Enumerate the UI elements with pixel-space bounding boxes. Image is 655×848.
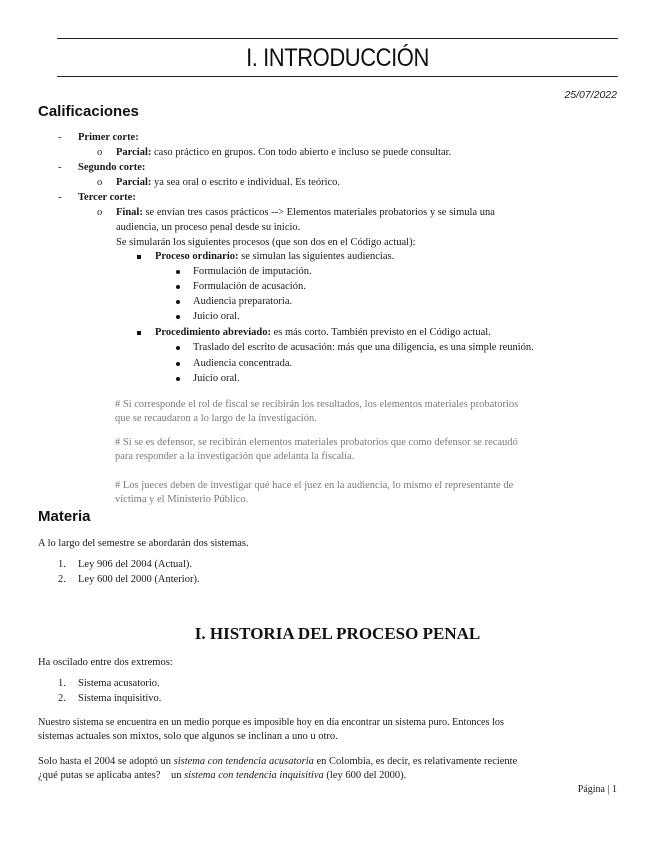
- abreviado-item: Juicio oral.: [193, 373, 240, 384]
- para2-text: en Colombia, es decir, es relativamente reciente: [313, 756, 518, 767]
- historia-paragraph-2-line-1: [38, 755, 517, 769]
- primer-corte-label: Primer corte:: [78, 132, 139, 143]
- abreviado-item: Audiencia concentrada.: [193, 358, 293, 369]
- note-defensor-line-2: para responder a la investigación que adelanta la fiscalía.: [115, 451, 355, 462]
- circle-bullet: o: [97, 207, 103, 218]
- dash-bullet: -: [58, 132, 62, 143]
- materia-item-number: 2.: [58, 574, 66, 585]
- para2-italic: sistema con tendencia acusatoria: [173, 756, 314, 767]
- historia-item: Sistema inquisitivo.: [78, 693, 162, 704]
- square-bullet: [137, 255, 141, 259]
- historia-intro: Ha oscilado entre dos extremos:: [38, 657, 173, 668]
- procedimiento-abreviado: [155, 326, 491, 340]
- final-line-3: Se simularán los siguientes procesos (que son dos en el Código actual):: [116, 237, 416, 248]
- final-label: Final:: [116, 207, 143, 218]
- dot-bullet: [176, 377, 180, 381]
- final-line-2: audiencia, un proceso penal desde su inicio.: [116, 222, 301, 233]
- tercer-corte-label: Tercer corte:: [78, 192, 136, 203]
- materia-item: Ley 906 del 2004 (Actual).: [78, 559, 193, 570]
- note-defensor-line-1: # Si se es defensor, se recibirán elementos materiales probatorios que como defensor se recaudó: [115, 437, 518, 448]
- page-title: I. INTRODUCCIÓN: [246, 44, 429, 72]
- circle-bullet: o: [97, 147, 103, 158]
- note-fiscal-line-2: que se recaudaron a lo largo de la investigación.: [115, 413, 317, 424]
- segundo-corte-parcial: [116, 176, 340, 190]
- historia-paragraph-2-line-2: [38, 769, 406, 783]
- historia-item-number: 2.: [58, 693, 66, 704]
- dash-bullet: -: [58, 162, 62, 173]
- document-date: 25/07/2022: [564, 89, 617, 101]
- materia-item: Ley 600 del 2000 (Anterior).: [78, 574, 200, 585]
- dot-bullet: [176, 270, 180, 274]
- ordinario-item: Juicio oral.: [193, 311, 240, 322]
- ordinario-label: Proceso ordinario:: [155, 251, 239, 262]
- final-text-1: se envían tres casos prácticos --> Elementos materiales probatorios y se simula una: [142, 207, 495, 218]
- square-bullet: [137, 331, 141, 335]
- dash-bullet: -: [58, 192, 62, 203]
- circle-bullet: o: [97, 177, 103, 188]
- note-jueces-line-2: víctima y el Ministerio Público.: [115, 494, 249, 505]
- parcial-label: Parcial:: [116, 147, 152, 158]
- abreviado-item: Traslado del escrito de acusación: más que una diligencia, es una simple reunión.: [193, 342, 534, 353]
- historia-item: Sistema acusatorio.: [78, 678, 160, 689]
- para2-text: Solo hasta el 2004 se adoptó un: [38, 756, 174, 767]
- final-line-1: [116, 206, 495, 220]
- materia-intro: A lo largo del semestre se abordarán dos sistemas.: [38, 538, 249, 549]
- abreviado-label: Procedimiento abreviado:: [155, 327, 271, 338]
- parcial-label: Parcial:: [116, 177, 152, 188]
- historia-heading: I. HISTORIA DEL PROCESO PENAL: [194, 624, 481, 643]
- dot-bullet: [176, 285, 180, 289]
- ordinario-item: Formulación de imputación.: [193, 266, 312, 277]
- historia-paragraph-1-line-1: Nuestro sistema se encuentra en un medio porque es imposible hoy en día encontrar un sistema puro. Entonces los: [38, 717, 504, 728]
- dot-bullet: [176, 362, 180, 366]
- title-top-rule: [57, 38, 618, 39]
- calificaciones-heading: Calificaciones: [38, 103, 139, 120]
- historia-item-number: 1.: [58, 678, 66, 689]
- proceso-ordinario: [155, 250, 394, 264]
- materia-item-number: 1.: [58, 559, 66, 570]
- page-number: Página | 1: [577, 784, 617, 795]
- dot-bullet: [176, 315, 180, 319]
- para2-text: ¿qué putas se aplicaba antes? un: [38, 770, 185, 781]
- parcial-text: caso práctico en grupos. Con todo abierto e incluso se puede consultar.: [151, 147, 452, 158]
- ordinario-item: Formulación de acusación.: [193, 281, 306, 292]
- abreviado-text: es más corto. También previsto en el Código actual.: [270, 327, 491, 338]
- dot-bullet: [176, 346, 180, 350]
- para2-italic: sistema con tendencia inquisitiva: [184, 770, 324, 781]
- historia-paragraph-1-line-2: sistemas actuales son mixtos, solo que algunos se inclinan a uno u otro.: [38, 731, 338, 742]
- para2-text: (ley 600 del 2000).: [323, 770, 407, 781]
- ordinario-text: se simulan las siguientes audiencias.: [238, 251, 395, 262]
- note-fiscal-line-1: # Si corresponde el rol de fiscal se recibirán los resultados, los elementos materiales probatorios: [115, 399, 519, 410]
- dot-bullet: [176, 300, 180, 304]
- title-bottom-rule: [57, 76, 618, 77]
- ordinario-item: Audiencia preparatoria.: [193, 296, 293, 307]
- primer-corte-parcial: [116, 146, 451, 160]
- parcial-text: ya sea oral o escrito e individual. Es teórico.: [151, 177, 341, 188]
- materia-heading: Materia: [38, 508, 91, 525]
- note-jueces-line-1: # Los jueces deben de investigar qué hace el juez en la audiencia, lo mismo el representante de: [115, 480, 514, 491]
- segundo-corte-label: Segundo corte:: [78, 162, 146, 173]
